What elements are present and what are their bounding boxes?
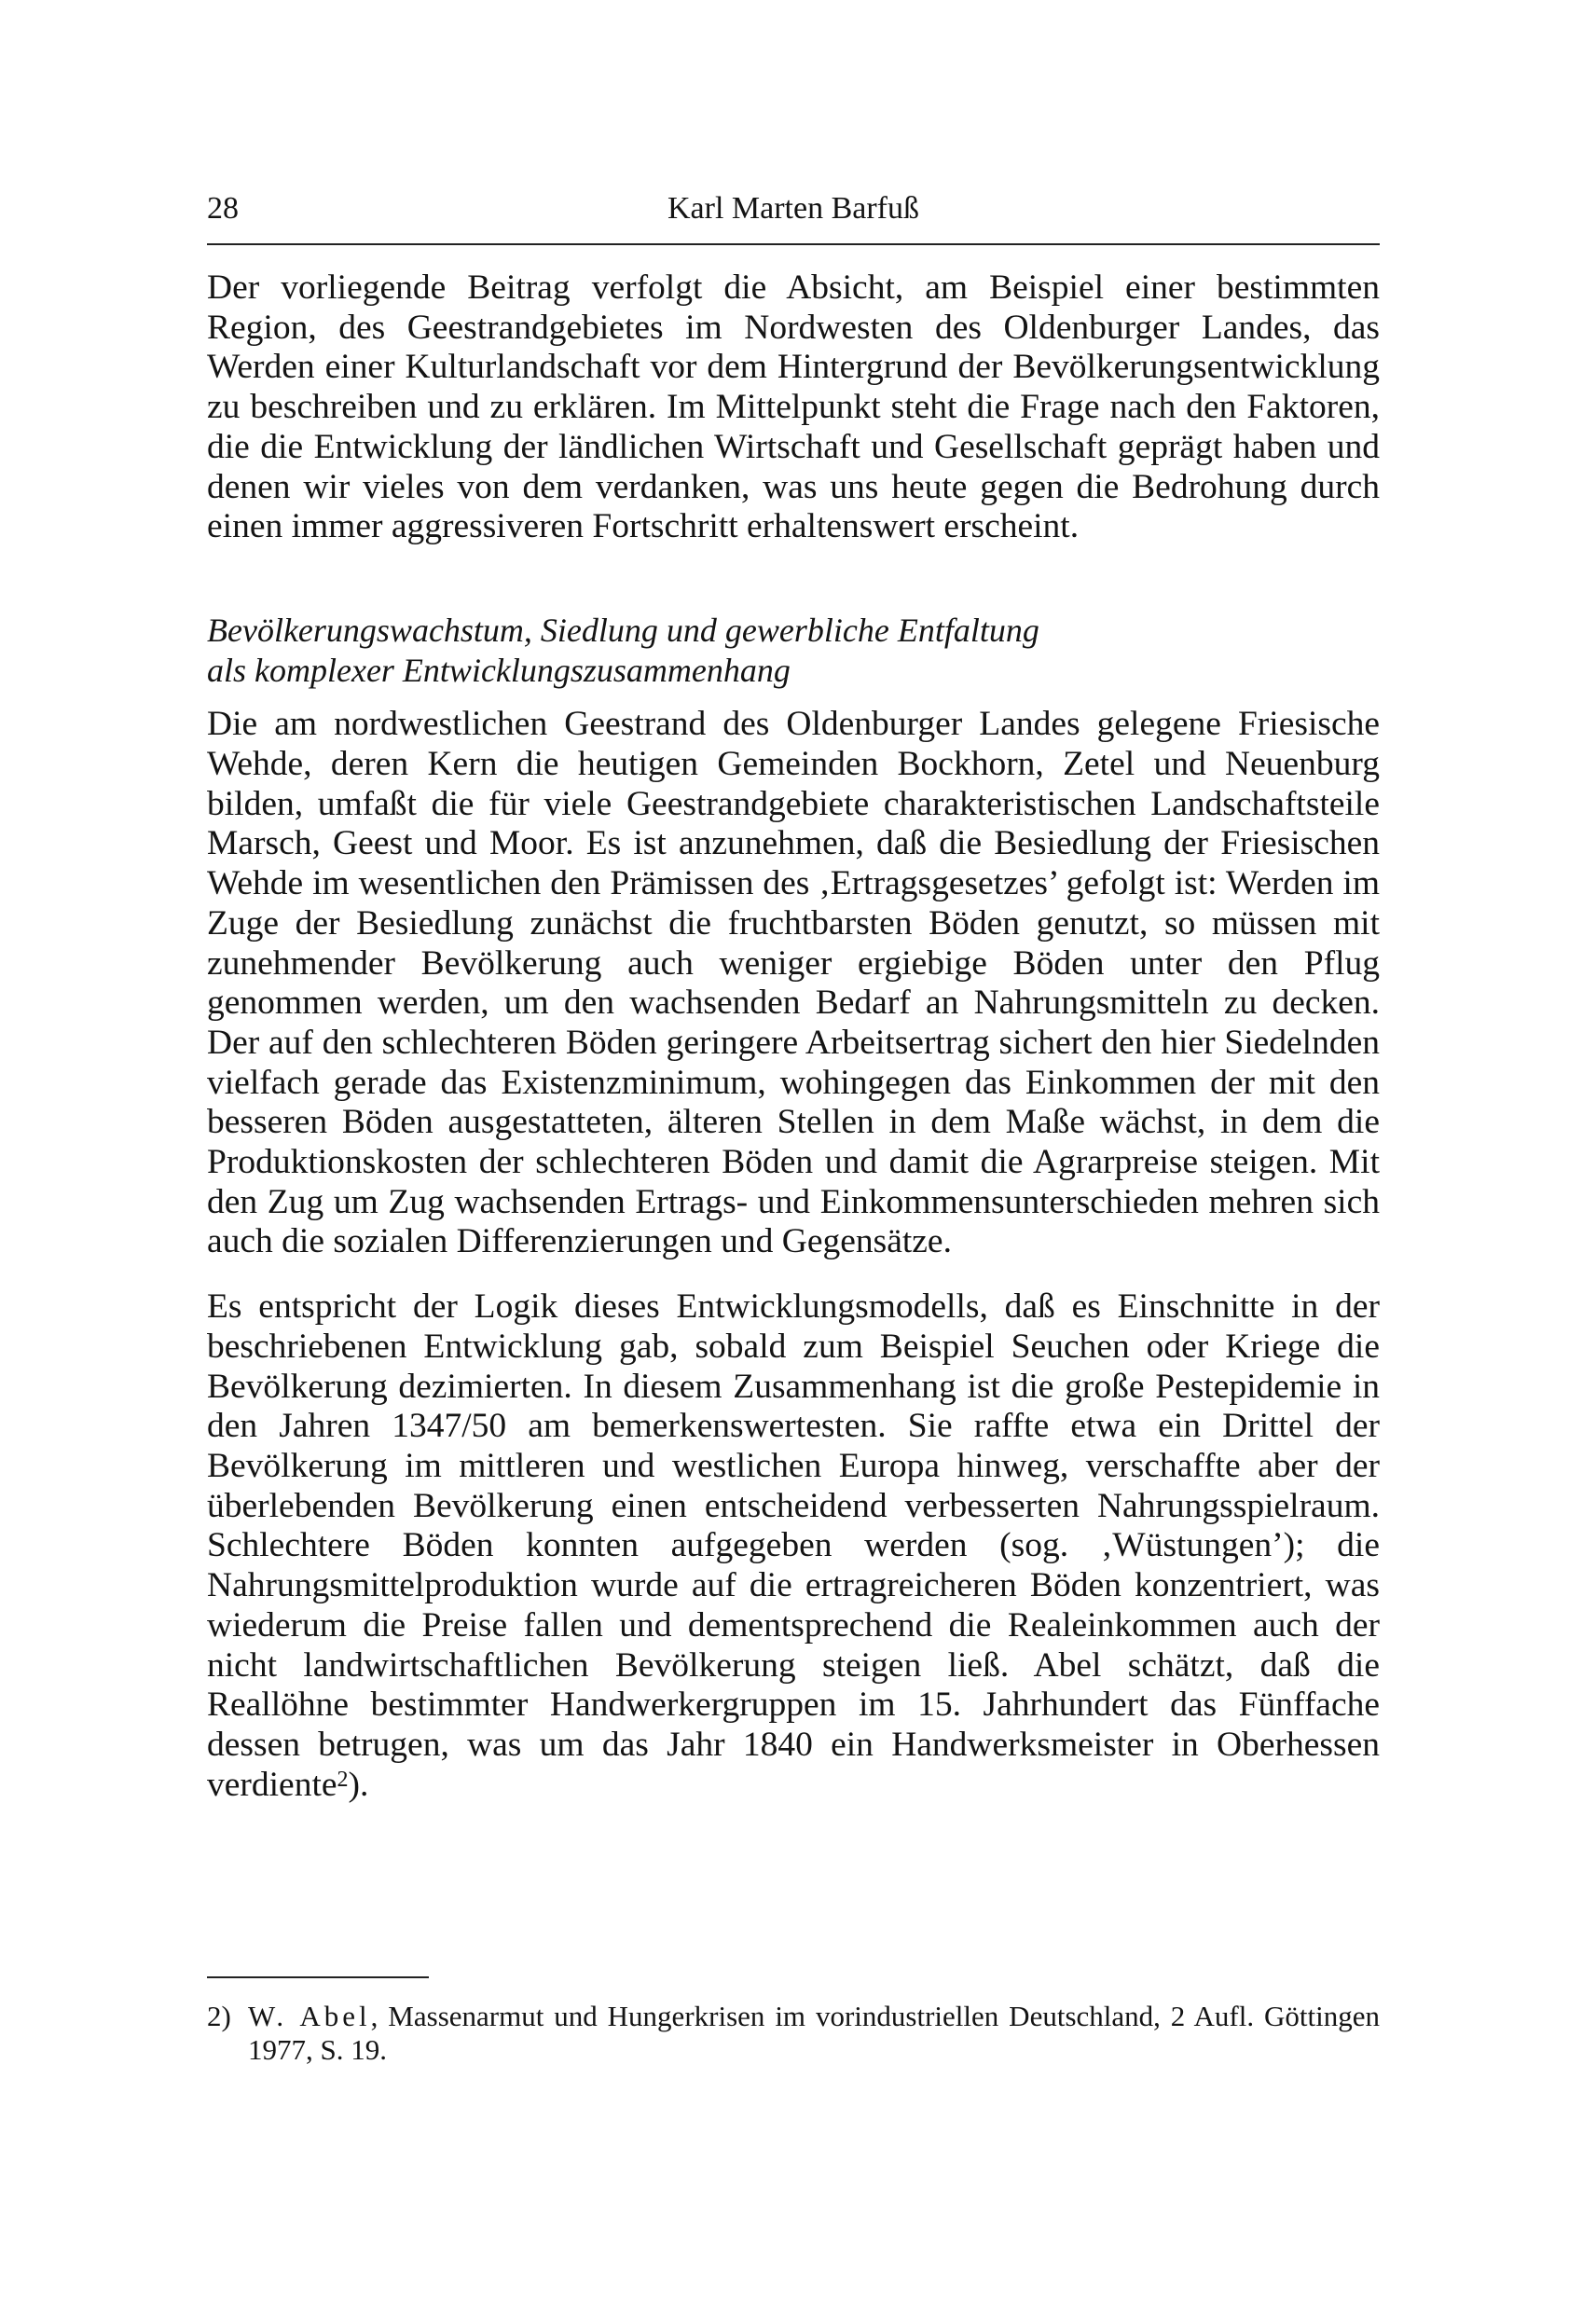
paragraph-pest-text: Es entspricht der Logik dieses Entwicklungsmodells, daß es Einschnitte in der beschriebenen Entwicklung gab, sobald zum Beispiel Seuchen oder Kriege die Bevölkerung dezimierten. In diesem Zusammenhang ist die große Pestepidemie in den Jahren 1347/50 am bemerkenswertesten. Sie raffte etwa ein Drittel der Bevölkerung im mittleren und westlichen Europa hinweg, verschaffte aber der überlebenden Bevölkerung einen entscheidend verbesserten Nahrungsspielraum. Schlechtere Böden konnten aufgegeben werden (sog. ‚Wüstungen’); die Nahrungsmittelproduktion wurde auf die ertragreicheren Böden konzentriert, was wiederum die Preise fallen und dementsprechend die Realeinkommen auch der nicht landwirtschaftlichen Bevölkerung steigen ließ. Abel schätzt, daß die Reallöhne bestimmter Handwerkergruppen im 15. Jahrhundert das Fünffache dessen betrugen, was um das Jahr 1840 ein Handwerksmeister in Oberhessen verdiente <box>207 1287 1380 1804</box>
footnote-text: , Massenarmut und Hungerkrisen im vorindustriellen Deutschland, 2 Aufl. Göttingen 1977, S. 19. <box>248 2000 1380 2066</box>
section-heading <box>207 611 1380 690</box>
running-title: Karl Marten Barfuß <box>667 191 919 226</box>
paragraph-pest <box>207 1287 1380 1805</box>
footnote-divider <box>207 1976 429 1978</box>
footnote-marker: 2) <box>207 2000 231 2032</box>
running-head <box>207 191 1380 238</box>
paragraph-pest-tail: ). <box>348 1765 369 1804</box>
footnote-reference: 2 <box>337 1767 349 1792</box>
section-heading-line-1: Bevölkerungswachstum, Siedlung und gewerbliche Entfaltung <box>207 611 1039 649</box>
header-divider <box>207 243 1380 245</box>
paragraph-intro: Der vorliegende Beitrag verfolgt die Absicht, am Beispiel einer bestimmten Region, des Geestrandgebietes im Nordwesten des Oldenburger Landes, das Werden einer Kulturlandschaft vor dem Hintergrund der Bevölkerungsentwicklung zu beschreiben und zu erklären. Im Mittelpunkt steht die Frage nach den Faktoren, die die Entwicklung der ländlichen Wirtschaft und Gesellschaft geprägt haben und denen wir vieles von dem verdanken, was uns heute gegen die Bedrohung durch einen immer aggressiveren Fortschritt erhaltenswert erscheint. <box>207 268 1380 546</box>
footnote <box>207 2000 1380 2067</box>
paragraph-friesische-wehde: Die am nordwestlichen Geestrand des Oldenburger Landes gelegene Friesische Wehde, deren Kern die heutigen Gemeinden Bockhorn, Zetel und Neuenburg bilden, umfaßt die für viele Geestrandgebiete charakteristischen Landschaftsteile Marsch, Geest und Moor. Es ist anzunehmen, daß die Besiedlung der Friesischen Wehde im wesentlichen den Prämissen des ‚Ertragsgesetzes’ gefolgt ist: Werden im Zuge der Besiedlung zunächst die fruchtbarsten Böden genutzt, so müssen mit zunehmender Bevölkerung auch weniger ergiebige Böden unter den Pflug genommen werden, um den wachsenden Bedarf an Nahrungsmitteln zu decken. Der auf den schlechteren Böden geringere Arbeitsertrag sichert den hier Siedelnden vielfach gerade das Existenzminimum, wohingegen das Einkommen der mit den besseren Böden ausgestatteten, älteren Stellen in dem Maße wächst, in dem die Produktionskosten der schlechteren Böden und damit die Agrarpreise steigen. Mit den Zug um Zug wachsenden Ertrags- und Einkommensunterschieden mehren sich auch die sozialen Differenzierungen und Gegensätze. <box>207 705 1380 1261</box>
footnote-body <box>248 2000 1380 2067</box>
section-heading-line-2: als komplexer Entwicklungszusammenhang <box>207 651 791 689</box>
footnote-author: W. Abel <box>248 2000 371 2032</box>
body-text <box>207 268 1380 1805</box>
page-number: 28 <box>207 191 239 226</box>
